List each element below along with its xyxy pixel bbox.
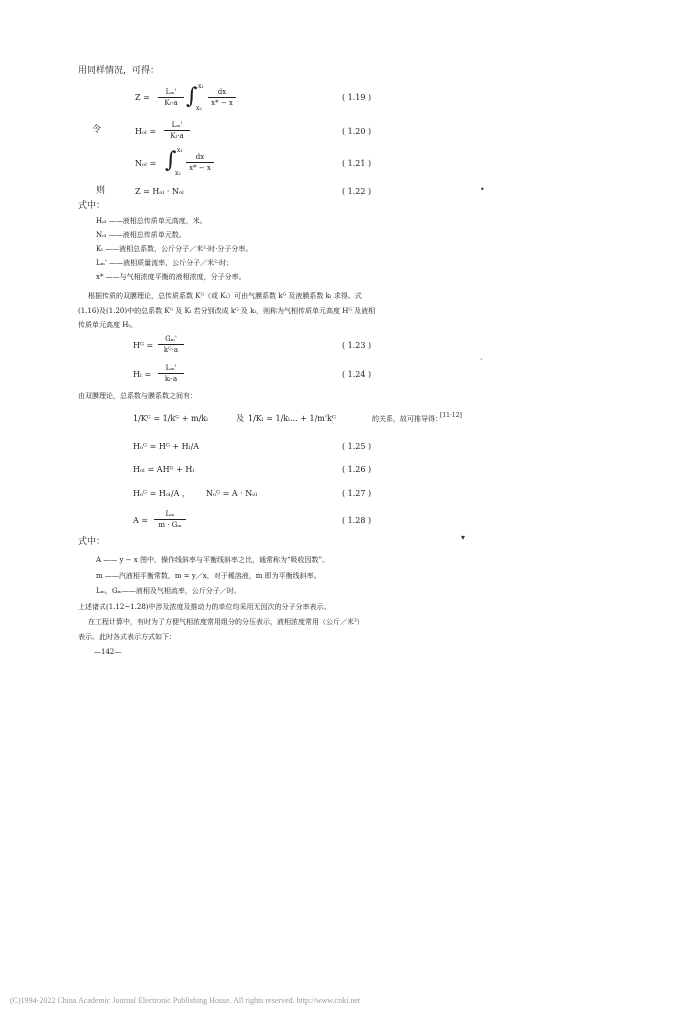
margin-mark: • (480, 185, 485, 194)
paragraph-line: 由双膜理论，总系数与膜系数之间有： (78, 392, 197, 400)
eq120-fraction (164, 121, 190, 140)
relation-and: 及 (236, 414, 244, 423)
eq119-int-numerator: dx (217, 88, 227, 96)
relation-part1: 1/Kᴳ = 1/kᴳ + m/kₗ (133, 414, 209, 423)
eq125-body: Hₒᴳ = Hᴳ + Hₗ/A (133, 442, 200, 451)
where-label-2: 式中： (78, 537, 106, 547)
definition-item: Kₗ ——液相总系数，公斤分子／米²·时·分子分率。 (96, 245, 253, 253)
eq121-upper-limit: x₁ (177, 147, 183, 154)
margin-mark: ▾ (461, 533, 466, 542)
eq123-fraction (158, 335, 184, 354)
definition-item: Nₒₗ ——液相总传质单元数。 (96, 231, 186, 239)
eq123-numerator: Gₘ' (165, 335, 177, 343)
definition-item: Lₘ' ——液相质量流率，公斤分子／米²·时； (96, 259, 234, 267)
margin-mark: · (480, 355, 483, 364)
integral-sign: ∫ (165, 148, 177, 173)
eq120-prefix: 令 (92, 125, 102, 135)
eq124-lhs: Hₗ = (133, 370, 152, 379)
eq127-body: Hₒᴳ = Hₒₗ/A ， (133, 489, 190, 498)
definition-item: A —— y − x 图中，操作线斜率与平衡线斜率之比，通常称为“吸收因数”。 (96, 556, 330, 564)
eq123-tag: ( 1.23 ) (342, 341, 372, 350)
eq123-denominator: kᴳ·a (163, 346, 179, 354)
eq119-int-denominator: x* − x (211, 99, 233, 107)
eq127-body2: Nₒᴳ = A · Nₒₗ (206, 489, 258, 498)
definition-item: Hₒₗ ——液相总传质单元高度，米。 (96, 217, 207, 225)
eq120-tag: ( 1.20 ) (342, 127, 372, 136)
paragraph-line: 传质单元高度 Hₗ。 (78, 321, 138, 329)
eq122-prefix: 则 (96, 186, 106, 196)
eq124-tag: ( 1.24 ) (342, 370, 372, 379)
eq124-fraction (158, 364, 184, 383)
relation-reference: [11·12] (440, 412, 462, 419)
eq121-int-denominator: x* − x (189, 164, 211, 172)
copyright-footer: (C)1994-2022 China Academic Journal Electronic Publishing House. All rights reserved. http://www.cnki.net (10, 996, 361, 1005)
eq128-fraction (154, 510, 186, 529)
eq120-lhs: Hₒₗ = (135, 127, 157, 136)
eq128-numerator: Lₘ (165, 510, 175, 518)
eq119-numerator: Lₘ' (165, 88, 177, 96)
eq126-tag: ( 1.26 ) (342, 465, 372, 474)
paragraph-line: (1.16)及(1.20)中的总系数 Kᴳ 及 Kₗ 若分别改成 kᴳ 及 kₗ，则称为气相传质单元高度 Hᴳ 及液相 (78, 307, 376, 315)
eq120-numerator: Lₘ' (171, 121, 183, 129)
integral-sign: ∫ (186, 84, 198, 109)
eq121-int-numerator: dx (195, 153, 205, 161)
definition-item: Lₘ，Gₘ——液相及气相流率，公斤分子／时。 (96, 587, 241, 595)
eq124-numerator: Lₘ' (165, 364, 177, 372)
eq122-tag: ( 1.22 ) (342, 187, 372, 196)
eq128-lhs: A = (133, 516, 149, 525)
page-number: —142— (94, 648, 122, 656)
relation-tail: 的关系，故可推导得： (372, 415, 442, 423)
paragraph-line: 上述诸式(1.12~1.28)中涉及浓度及推动力的单位均采用无因次的分子分率表示。 (78, 603, 331, 611)
eq121-integrand (186, 153, 214, 172)
eq119-integrand (208, 88, 236, 107)
eq119-upper-limit: x₁ (198, 83, 204, 90)
paragraph-line: 根据传质的双膜理论，总传质系数 Kᴳ（或 Kₗ）可由气膜系数 kᴳ 及液膜系数 kₗ 求得。式 (88, 292, 362, 300)
eq119-lhs: Z = (135, 93, 150, 102)
definition-item: m ——汽液相平衡常数，m = y／x，对于稀溶液，m 即为平衡线斜率。 (96, 572, 321, 580)
eq121-lower-limit: x₂ (175, 170, 181, 177)
relation-part2: 1/Kₗ = 1/kₗ... + 1/m'kᴳ (248, 414, 336, 423)
eq123-lhs: Hᴳ = (133, 341, 154, 350)
eq127-tag: ( 1.27 ) (342, 489, 372, 498)
eq124-denominator: kₗ·a (164, 375, 178, 383)
eq122-body: Z = Hₒₗ · Nₒₗ (135, 187, 184, 196)
eq119-denominator: Kₗ·a (164, 99, 178, 107)
eq126-body: Hₒₗ = AHᴳ + Hₗ (133, 465, 195, 474)
intro-text: 用同样情况，可得： (78, 66, 160, 76)
eq119-fraction (158, 88, 184, 107)
where-label-1: 式中： (78, 201, 106, 211)
paragraph-line: 在工程计算中，有时为了方便气相浓度常用组分的分压表示，液相浓度常用（公斤／米³） (88, 618, 364, 626)
eq119-lower-limit: x₂ (196, 105, 202, 112)
definition-item: x* ——与气相浓度平衡的液相浓度，分子分率。 (96, 273, 246, 281)
eq119-tag: ( 1.19 ) (342, 93, 372, 102)
eq125-tag: ( 1.25 ) (342, 442, 372, 451)
eq121-tag: ( 1.21 ) (342, 159, 372, 168)
eq128-tag: ( 1.28 ) (342, 516, 372, 525)
eq121-lhs: Nₒₗ = (135, 159, 157, 168)
eq120-denominator: Kₗ·a (170, 132, 184, 140)
paragraph-line: 表示。此时各式表示方式如下： (78, 633, 176, 641)
eq128-denominator: m · Gₘ (158, 521, 182, 529)
